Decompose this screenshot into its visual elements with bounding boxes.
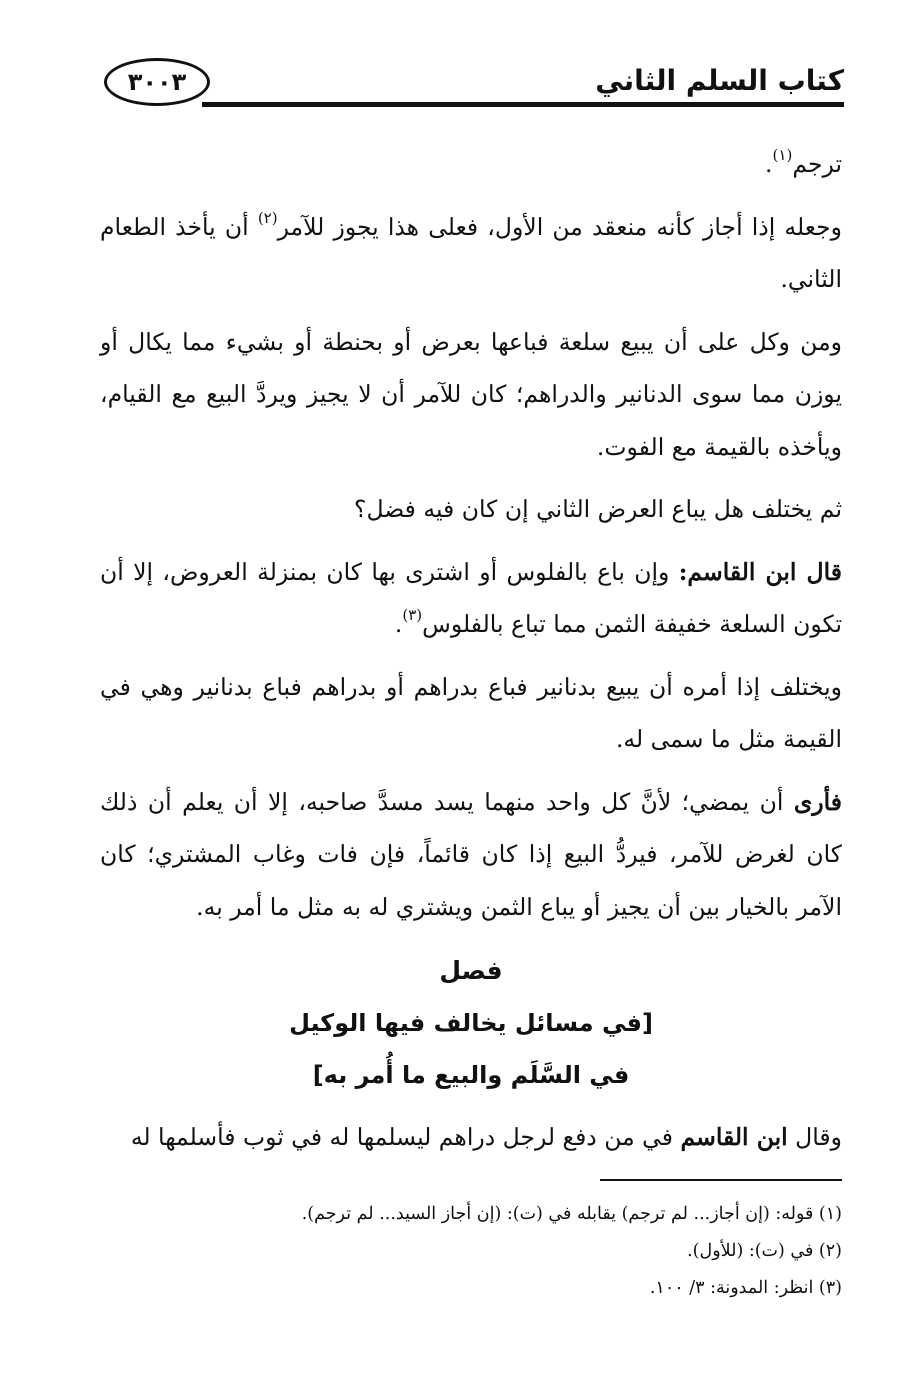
- section-subtitle-2: في السَّلَم والبيع ما أُمر به]: [312, 1061, 630, 1089]
- paragraph-7: فأرى أن يمضي؛ لأنَّ كل واحد منهما يسد مسدَّ صاحبه، إلا أن يعلم أن ذلك كان لغرض للآمر، فيردُّ البيع إذا كان قائماً، فإن فات وغاب المشتري؛ كان الآمر بالخيار بين أن يجيز أو يباع الثمن ويشتري له به مثل ما أمر به.: [100, 787, 842, 921]
- paragraph-2: وجعله إذا أجاز كأنه منعقد من الأول، فعلى هذا يجوز للآمر$^{(٢)}$ أن يأخذ الطعام الثاني.: [100, 208, 842, 293]
- speaker-name: ابن القاسم: [680, 1123, 788, 1151]
- footnote-3: (٣) انظر: المدونة: ٣/ ١٠٠.: [649, 1278, 842, 1298]
- section-subtitle-1: [في مسائل يخالف فيها الوكيل: [289, 1009, 653, 1037]
- footnote-ref-1: (١): [772, 146, 793, 164]
- section-heading: [100, 945, 842, 1101]
- paragraph-lead: فأرى: [793, 787, 842, 816]
- paragraph-1: ترجم$^{(١)}$.: [765, 146, 842, 178]
- paragraph-3: ومن وكل على أن يبيع سلعة فباعها بعرض أو بحنطة أو بشيء مما يكال أو يوزن مما سوى الدنانير والدراهم؛ كان للآمر أن لا يجيز ويردَّ البيع مع القيام، ويأخذه بالقيمة مع الفوت.: [100, 327, 842, 461]
- footnotes: [100, 1196, 842, 1307]
- book-title: كتاب السلم الثاني: [595, 64, 844, 97]
- footnote-rule: [600, 1179, 842, 1181]
- page-number: ٣٠٠٣: [104, 58, 210, 106]
- header-rule: [202, 102, 844, 107]
- speaker-name: قال ابن القاسم:: [678, 557, 842, 586]
- footnote-2: (٢) في (ت): (للأول).: [687, 1241, 842, 1261]
- paragraph-4: ثم يختلف هل يباع العرض الثاني إن كان فيه فضل؟: [354, 495, 842, 523]
- footnote-1: (١) قوله: (إن أجاز... لم ترجم) يقابله في (ت): (إن أجاز السيد... لم ترجم).: [301, 1204, 842, 1224]
- footnote-ref-2: (٢): [257, 208, 278, 227]
- footnote-ref-3: (٣): [402, 606, 423, 624]
- paragraph-6: ويختلف إذا أمره أن يبيع بدنانير فباع بدراهم أو بدراهم فباع بدنانير وهي في القيمة مثل ما سمى له.: [100, 672, 842, 753]
- body-text: [100, 138, 842, 1164]
- paragraph-8: وقال ابن القاسم في من دفع لرجل دراهم ليسلمها له في ثوب فأسلمها له: [130, 1123, 842, 1151]
- section-title: فصل: [439, 956, 503, 985]
- paragraph-5: قال ابن القاسم: وإن باع بالفلوس أو اشترى بها كان بمنزلة العروض، إلا أن تكون السلعة خفيفة الثمن مما تباع بالفلوس$^{(٣)}$.: [100, 557, 842, 638]
- page-header: [96, 52, 844, 122]
